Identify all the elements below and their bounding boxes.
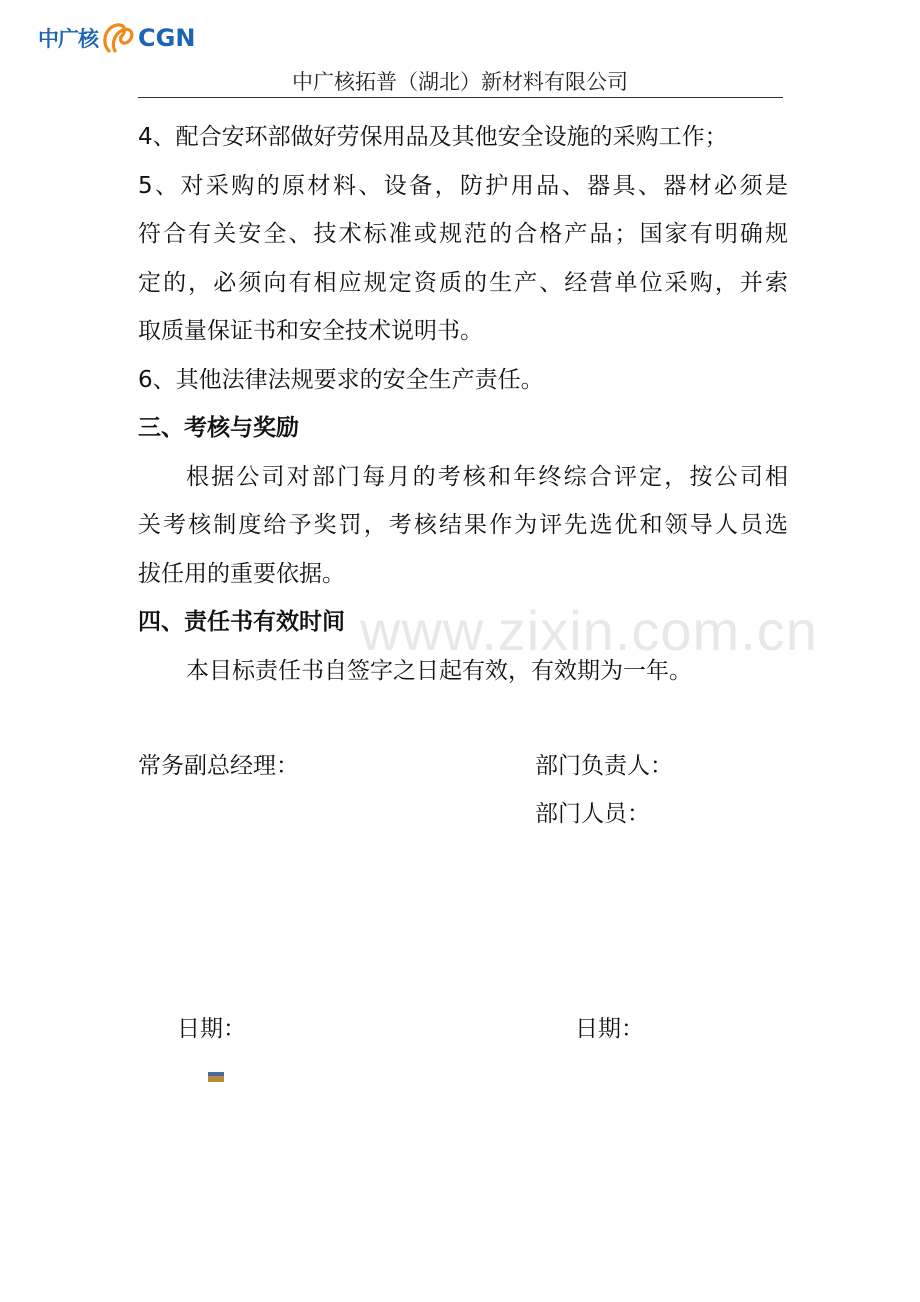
cgn-logo bbox=[38, 18, 195, 58]
item-5-line-3: 定的，必须向有相应规定资质的生产、经营单位采购，并索 bbox=[138, 269, 788, 296]
watermark: www.zixin.com.cn bbox=[360, 599, 818, 662]
section-4-line: 本目标责任书自签字之日起有效，有效期为一年。 bbox=[186, 657, 692, 684]
item-6: 6、其他法律法规要求的安全生产责任。 bbox=[138, 366, 544, 393]
section-4-heading: 四、责任书有效时间 bbox=[138, 609, 345, 635]
item-5-line-4: 取质量保证书和安全技术说明书。 bbox=[138, 318, 483, 344]
logo-chinese-text: 中广核 bbox=[38, 27, 98, 51]
header-divider bbox=[138, 97, 783, 98]
item-5-line-1: 5、对采购的原材料、设备，防护用品、器具、器材必须是 bbox=[138, 172, 788, 199]
cgn-swirl-icon bbox=[99, 21, 137, 55]
section-3-line-3: 拔任用的重要依据。 bbox=[138, 560, 345, 587]
section-3-line-1: 根据公司对部门每月的考核和年终综合评定，按公司相 bbox=[186, 463, 788, 490]
section-3-line-2: 关考核制度给予奖罚，考核结果作为评先选优和领导人员选 bbox=[138, 512, 788, 538]
date-right: 日期： bbox=[575, 1016, 644, 1042]
company-name: 中广核拓普（湖北）新材料有限公司 bbox=[292, 70, 628, 94]
date-left: 日期： bbox=[177, 1016, 246, 1042]
signature-right-staff: 部门人员： bbox=[535, 801, 650, 827]
section-3-heading: 三、考核与奖励 bbox=[138, 415, 299, 441]
logo-english-text: CGN bbox=[138, 24, 196, 52]
item-4: 4、配合安环部做好劳保用品及其他安全设施的采购工作； bbox=[138, 124, 728, 150]
small-thumbnail-image bbox=[208, 1072, 224, 1082]
signature-left-title: 常务副总经理： bbox=[138, 753, 299, 779]
signature-right-title: 部门负责人： bbox=[535, 753, 673, 779]
item-5-line-2: 符合有关安全、技术标准或规范的合格产品；国家有明确规 bbox=[138, 221, 788, 247]
